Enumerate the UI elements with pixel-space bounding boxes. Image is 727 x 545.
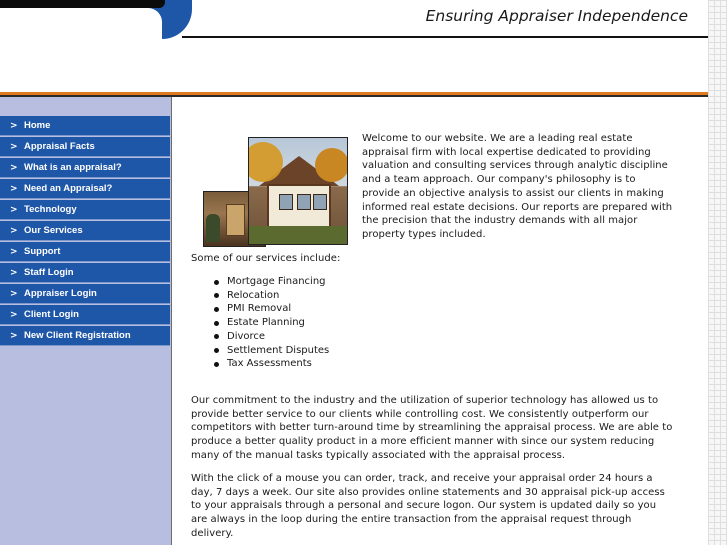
window-shape <box>313 194 327 210</box>
chevron-right-icon: > <box>10 246 18 257</box>
nav-item-label: New Client Registration <box>24 330 131 341</box>
list-item: PMI Removal <box>213 302 329 316</box>
nav-item-label: Client Login <box>24 309 79 320</box>
nav-item-technology[interactable] <box>0 200 170 220</box>
header-logo-area <box>0 8 162 39</box>
chevron-right-icon: > <box>10 288 18 299</box>
header-tagline: Ensuring Appraiser Independence <box>425 7 688 25</box>
nav-item-support[interactable] <box>0 242 170 262</box>
chevron-right-icon: > <box>10 162 18 173</box>
bush-shape <box>249 226 347 244</box>
nav-item-new-client-registration[interactable] <box>0 326 170 346</box>
nav-item-label: Our Services <box>24 225 83 236</box>
right-grid-background <box>708 0 727 545</box>
nav-item-client-login[interactable] <box>0 305 170 325</box>
nav-item-staff-login[interactable] <box>0 263 170 283</box>
chevron-right-icon: > <box>10 309 18 320</box>
nav-item-appraisal-facts[interactable] <box>0 137 170 157</box>
chevron-right-icon: > <box>10 120 18 131</box>
chevron-right-icon: > <box>10 330 18 341</box>
list-item: Estate Planning <box>213 316 329 330</box>
chevron-right-icon: > <box>10 204 18 215</box>
nav-item-label: Technology <box>24 204 77 215</box>
nav-item-appraiser-login[interactable] <box>0 284 170 304</box>
chevron-right-icon: > <box>10 141 18 152</box>
nav-item-label: Home <box>24 120 51 131</box>
chevron-right-icon: > <box>10 225 18 236</box>
chevron-right-icon: > <box>10 183 18 194</box>
services-heading: Some of our services include: <box>191 253 341 264</box>
tree-shape <box>315 148 348 182</box>
nav-item-label: Need an Appraisal? <box>24 183 113 194</box>
list-item: Settlement Disputes <box>213 344 329 358</box>
door-shape <box>226 204 245 236</box>
list-item: Mortgage Financing <box>213 275 329 289</box>
ordering-paragraph: With the click of a mouse you can order, track, and receive your appraisal order 24 hours a day, 7 days a week. Our site also provides online statements and 30 appraisal pick-up access to your appraisals through a personal and secure logon. Our system is updated daily so you are always in the loop during the entire transaction from the appraisal request through delivery. <box>191 473 665 539</box>
house-photo-large <box>248 137 348 245</box>
list-item: Divorce <box>213 330 329 344</box>
nav-item-what-is-an-appraisal[interactable] <box>0 158 170 178</box>
window-shape <box>279 194 293 210</box>
header-dark-bar <box>0 0 165 8</box>
window-shape <box>297 194 311 210</box>
chevron-right-icon: > <box>10 267 18 278</box>
nav-item-label: Staff Login <box>24 267 74 278</box>
plant-shape <box>206 214 220 242</box>
intro-paragraph: Welcome to our website. We are a leading real estate appraisal firm with local expertise dedicated to providing valuation and consulting services through analytic discipline and a team approach. Our company's philosophy is to provide an objective analysis to assist our clients in making informed real estate decisions. Our reports are prepared with the precision that the industry demands with all major property types included. <box>362 133 673 240</box>
site-header <box>0 0 708 92</box>
nav-item-label: What is an appraisal? <box>24 162 122 173</box>
sidebar-nav <box>0 116 170 347</box>
list-item: Relocation <box>213 289 329 303</box>
nav-item-label: Appraiser Login <box>24 288 97 299</box>
services-list <box>213 275 329 371</box>
nav-item-label: Support <box>24 246 61 257</box>
nav-item-label: Appraisal Facts <box>24 141 95 152</box>
nav-item-home[interactable] <box>0 116 170 136</box>
list-item: Tax Assessments <box>213 357 329 371</box>
nav-item-need-an-appraisal[interactable] <box>0 179 170 199</box>
header-rule <box>182 36 708 38</box>
technology-paragraph: Our commitment to the industry and the utilization of superior technology has allowed us to provide better service to our clients while controlling cost. We consistently outperform our competitors with better turn-around time by streamlining the appraisal process. We are able to produce a better quality product in a more efficient manner with since our system reducing many of the manual tasks typically associated with the appraisal process. <box>191 395 673 461</box>
nav-item-our-services[interactable] <box>0 221 170 241</box>
